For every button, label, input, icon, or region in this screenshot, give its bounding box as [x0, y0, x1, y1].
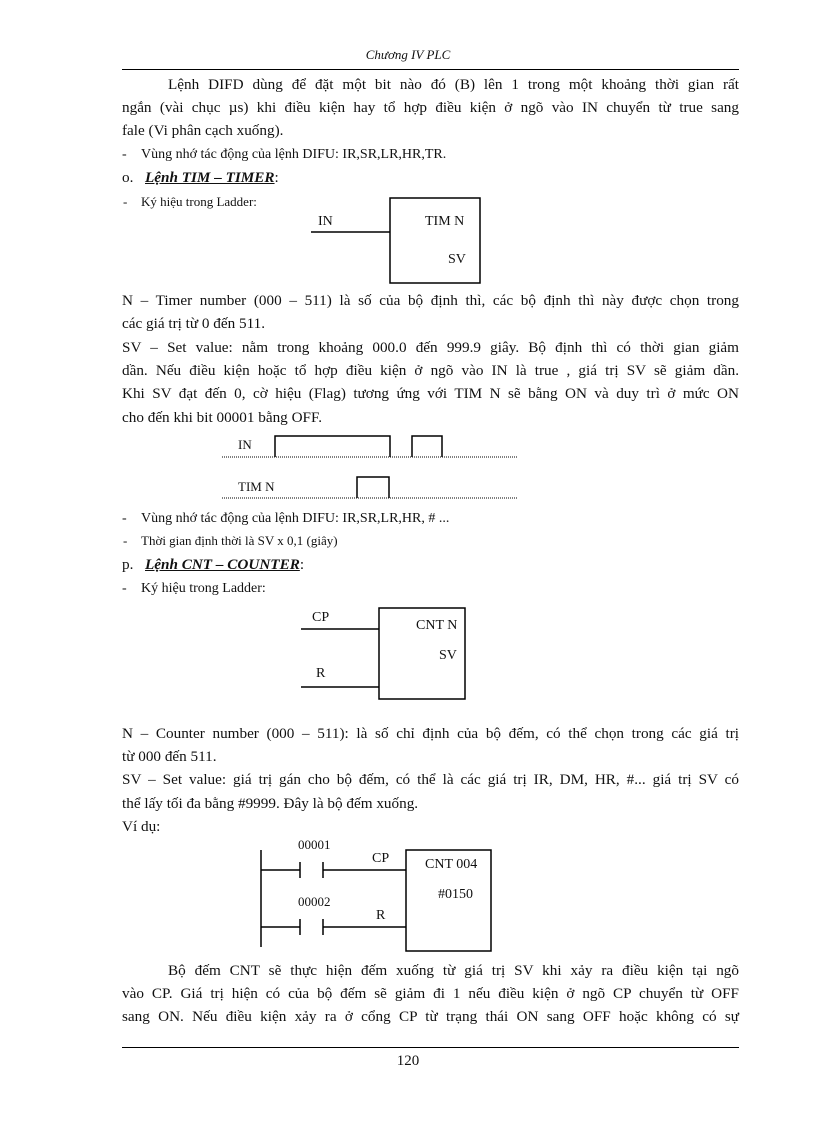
section-p-suffix: :: [299, 556, 305, 573]
tim-paragraph-line-3: SV – Set value: nằm trong khoảng 000.0 đến 999.9 giây. Bộ định thì có thời gian giảm: [122, 339, 739, 356]
footer-rule: [122, 1047, 739, 1048]
example-sv-value: #0150: [438, 887, 473, 902]
difd-paragraph-line-3: fale (Vi phân cạch xuống).: [122, 122, 284, 139]
section-o-heading: [145, 166, 279, 189]
final-paragraph-line-2: vào CP. Giá trị hiện có của bộ đếm sẽ giảm đi 1 nếu điều kiện ở ngõ CP chuyển từ OFF: [122, 985, 739, 1002]
cnt-ladder-diagram: [296, 603, 476, 703]
bullet-dash: -: [123, 533, 128, 548]
example-cp-label: CP: [372, 851, 390, 866]
tim-paragraph-line-1: N – Timer number (000 – 511) là số của bộ định thì, các bộ định thì này được chọn trong: [122, 292, 739, 309]
section-o-suffix: :: [274, 169, 279, 186]
section-p-prefix: p.: [122, 556, 134, 573]
cnt-box-label: CNT N: [416, 618, 458, 633]
final-paragraph-line-1: Bộ đếm CNT sẽ thực hiện đếm xuống từ giá trị SV khi xảy ra điều kiện tại ngõ: [168, 962, 739, 979]
timing-tim-label: TIM N: [238, 479, 275, 494]
page-header: Chương IV PLC: [365, 47, 451, 62]
section-o-title: Lệnh TIM – TIMER: [145, 169, 275, 186]
in-pulse-2: [412, 436, 442, 457]
cnt-cp-label: CP: [312, 610, 330, 625]
bullet-dash: -: [122, 147, 127, 162]
tim-paragraph-line-5: Khi SV đạt đến 0, cờ hiệu (Flag) tương ứng với TIM N sẽ bằng ON và duy trì ở mức ON: [122, 385, 739, 402]
header-rule: [122, 69, 739, 70]
example-ladder-diagram: [255, 835, 505, 953]
contact-2-label: 00002: [298, 894, 331, 909]
contact-1-label: 00001: [298, 837, 331, 852]
tim-paragraph-line-2: các giá trị từ 0 đến 511.: [122, 315, 266, 332]
final-paragraph-line-3: sang ON. Nếu điều kiện xảy ra ở cổng CP từ trạng thái ON sang OFF hoặc không có sự: [122, 1008, 739, 1025]
difd-paragraph-line-1: Lệnh DIFD dùng để đặt một bit nào đó (B) lên 1 trong một khoảng thời gian rất: [168, 76, 739, 93]
cnt-r-label: R: [316, 666, 326, 681]
section-o-prefix: o.: [122, 169, 134, 186]
cnt-sv-label: SV: [439, 648, 457, 663]
tim-paragraph-line-4: dần. Nếu điều kiện hoặc tổ hợp điều kiện ở ngõ vào IN là true , giá trị SV sẽ giảm dần.: [122, 362, 739, 379]
cnt-paragraph-line-4: thể lấy tối đa bằng #9999. Đây là bộ đếm xuống.: [122, 795, 419, 812]
cnt-paragraph-line-2: từ 000 đến 511.: [122, 748, 217, 765]
difd-paragraph-line-2: ngắn (vài chục µs) khi điều kiện hay tổ hợp điều kiện ở ngõ vào IN chuyển từ true sang: [122, 99, 739, 116]
tim-sv-label: SV: [448, 252, 466, 267]
timer-duration-text: Thời gian định thời là SV x 0,1 (giây): [141, 533, 338, 548]
tim-box: [390, 198, 480, 283]
bullet-dash: -: [123, 194, 128, 209]
cnt-paragraph-line-1: N – Counter number (000 – 511): là số chỉ định của bộ đếm, có thể chọn trong các giá trị: [122, 725, 739, 742]
difu-memory-text-2: Vùng nhớ tác động của lệnh DIFU: IR,SR,LR,HR, # ...: [141, 511, 450, 526]
bullet-dash: -: [122, 581, 127, 596]
example-r-label: R: [376, 908, 386, 923]
tim-pulse: [357, 477, 389, 498]
in-pulse-1: [275, 436, 390, 457]
section-p-title: Lệnh CNT – COUNTER: [145, 556, 300, 573]
tim-in-label: IN: [318, 214, 333, 229]
timing-in-label: IN: [238, 437, 252, 452]
difu-memory-text: Vùng nhớ tác động của lệnh DIFU: IR,SR,LR,HR,TR.: [141, 147, 447, 162]
ladder-symbol-label-2: Ký hiệu trong Ladder:: [141, 581, 266, 596]
timing-diagram: [222, 430, 522, 506]
tim-ladder-diagram: [300, 196, 500, 288]
section-p-heading: [145, 553, 304, 576]
bullet-dash: -: [122, 511, 127, 526]
ladder-symbol-label: Ký hiệu trong Ladder:: [141, 194, 257, 209]
page-number: 120: [396, 1053, 420, 1069]
tim-paragraph-line-6: cho đến khi bit 00001 bằng OFF.: [122, 409, 323, 426]
example-label: Ví dụ:: [122, 818, 161, 835]
cnt-paragraph-line-3: SV – Set value: giá trị gán cho bộ đếm, có thể là các giá trị IR, DM, HR, #... giá trị SV có: [122, 771, 739, 788]
example-box-label: CNT 004: [425, 857, 478, 872]
tim-box-label: TIM N: [425, 214, 465, 229]
